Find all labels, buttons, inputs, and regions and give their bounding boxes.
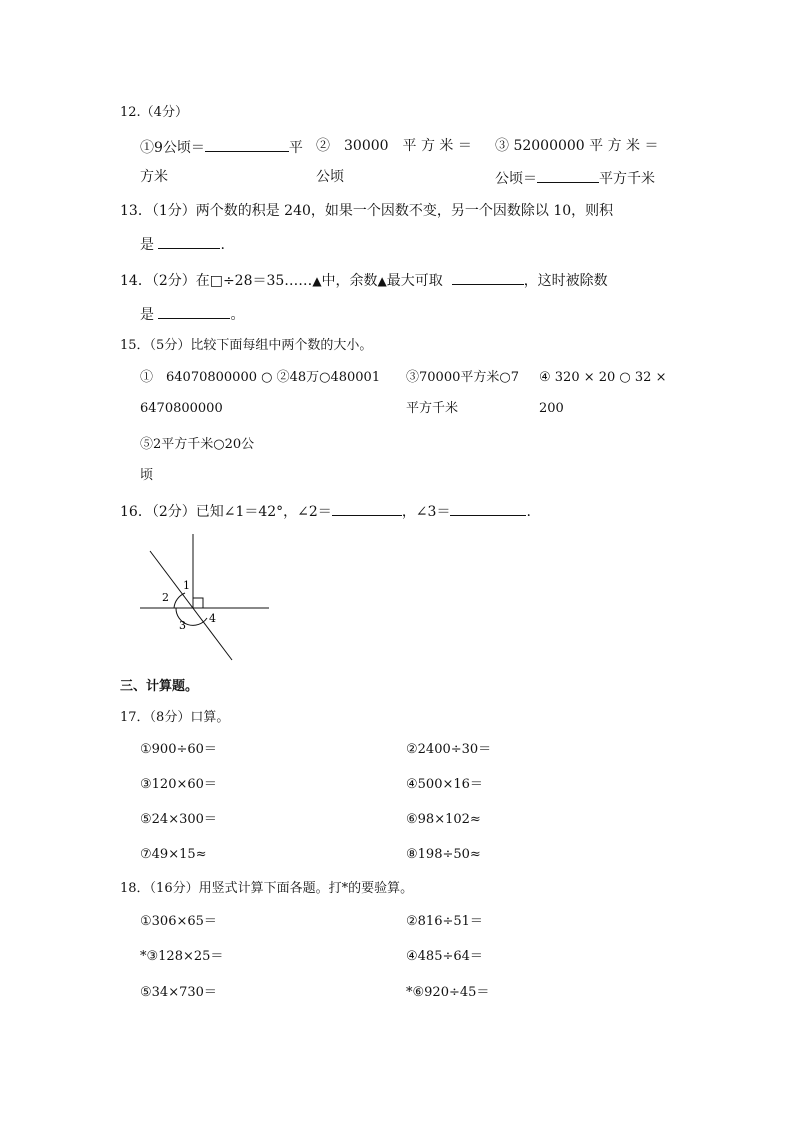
q14-line2-end: 。 xyxy=(230,307,245,323)
q17-item-1: ①900÷60＝ xyxy=(140,742,217,757)
q14-text-b: 中，余数 xyxy=(321,273,378,289)
q14-blank-1[interactable] xyxy=(452,272,524,285)
diagonal-line xyxy=(150,551,232,660)
q16-line xyxy=(120,503,531,519)
q14-text-d: ，这时被除数 xyxy=(523,273,608,289)
angle-label-3: 3 xyxy=(179,619,186,632)
q15-row1-b: ③70000平方米○7 xyxy=(406,370,519,385)
q15-row1-c: ④ 320 × 20 ○ 32 × xyxy=(539,370,667,385)
q18-item-2: ②816÷51＝ xyxy=(406,914,483,929)
q13-line1: 13．（1分）两个数的积是 240，如果一个因数不变，另一个因数除以 10，则积 xyxy=(120,203,614,219)
q16-text-a: 16．（2分）已知∠1＝42°，∠2＝ xyxy=(120,504,332,520)
right-angle-mark xyxy=(193,598,203,608)
q16-blank-1[interactable] xyxy=(332,503,402,516)
q15-heading: 15．（5分）比较下面每组中两个数的大小。 xyxy=(120,338,373,353)
q17-item-8: ⑧198÷50≈ xyxy=(406,847,481,862)
q14-text-a: 14．（2分）在□÷28＝35…… xyxy=(120,273,313,289)
q17-item-7: ⑦49×15≈ xyxy=(140,847,207,862)
q12-line2-c-text: 公顷＝ xyxy=(495,171,537,187)
q14-line2 xyxy=(140,306,244,322)
q12-blank-1[interactable] xyxy=(205,139,289,152)
triangle-icon: ▲ xyxy=(312,274,322,288)
q12-line2-a: 方米 xyxy=(140,169,168,185)
q12-part1-unit: 平 xyxy=(288,140,303,156)
q16-blank-2[interactable] xyxy=(450,503,526,516)
angle-label-4: 4 xyxy=(209,612,216,625)
q17-item-5: ⑤24×300＝ xyxy=(140,812,217,827)
q16-text-c: . xyxy=(526,504,531,520)
q13-line2 xyxy=(140,236,225,252)
q17-item-2: ②2400÷30＝ xyxy=(406,742,492,757)
q12-part2: ② 30000 平 方 米 ＝ xyxy=(316,138,472,154)
q18-item-1: ①306×65＝ xyxy=(140,914,217,929)
q17-item-3: ③120×60＝ xyxy=(140,777,217,792)
q14-line2-text: 是 xyxy=(140,307,154,323)
q17-item-4: ④500×16＝ xyxy=(406,777,483,792)
q12-line2-d: 平方千米 xyxy=(599,171,655,187)
q14-blank-2[interactable] xyxy=(158,306,230,319)
angle-label-2: 2 xyxy=(162,591,169,604)
q12-part1-text: ①9公顷＝ xyxy=(140,140,205,156)
angle-figure xyxy=(130,530,280,666)
q15-row3-a: ⑤2平方千米○20公 xyxy=(140,437,255,452)
q14-line1 xyxy=(120,272,608,288)
q13-blank[interactable] xyxy=(158,236,220,249)
q13-line2-text: 是 xyxy=(140,237,154,253)
q17-item-6: ⑥98×102≈ xyxy=(406,812,481,827)
q18-heading: 18．（16分）用竖式计算下面各题。打*的要验算。 xyxy=(120,881,414,896)
q15-row2-a: 6470800000 xyxy=(140,401,223,416)
q15-row2-c: 200 xyxy=(539,401,564,416)
q12-part1 xyxy=(140,139,303,155)
q16-text-b: ，∠3＝ xyxy=(401,504,451,520)
q12-part3: ③ 52000000 平 方 米 ＝ xyxy=(495,138,659,154)
q15-row3-b: 顷 xyxy=(140,468,154,483)
q18-item-4: ④485÷64＝ xyxy=(406,949,483,964)
q14-text-c: 最大可取 xyxy=(386,273,443,289)
q12-line2-c xyxy=(495,170,655,186)
q17-heading: 17．（8分）口算。 xyxy=(120,710,230,725)
q12-heading: 12.（4分） xyxy=(120,105,188,120)
q18-item-6: *⑥920÷45＝ xyxy=(406,985,490,1000)
angle-label-1: 1 xyxy=(183,579,190,592)
section-heading: 三、计算题。 xyxy=(120,679,199,694)
q13-line2-end: . xyxy=(220,237,225,253)
q12-line2-b: 公顷 xyxy=(316,169,344,185)
q15-row1-a: ① 64070800000 ○ ②48万○480001 xyxy=(140,370,381,385)
q18-item-5: ⑤34×730＝ xyxy=(140,985,217,1000)
q18-item-3: *③128×25＝ xyxy=(140,949,224,964)
q15-row2-b: 平方千米 xyxy=(406,401,459,416)
triangle-icon: ▲ xyxy=(377,274,387,288)
q12-blank-3[interactable] xyxy=(537,170,599,183)
